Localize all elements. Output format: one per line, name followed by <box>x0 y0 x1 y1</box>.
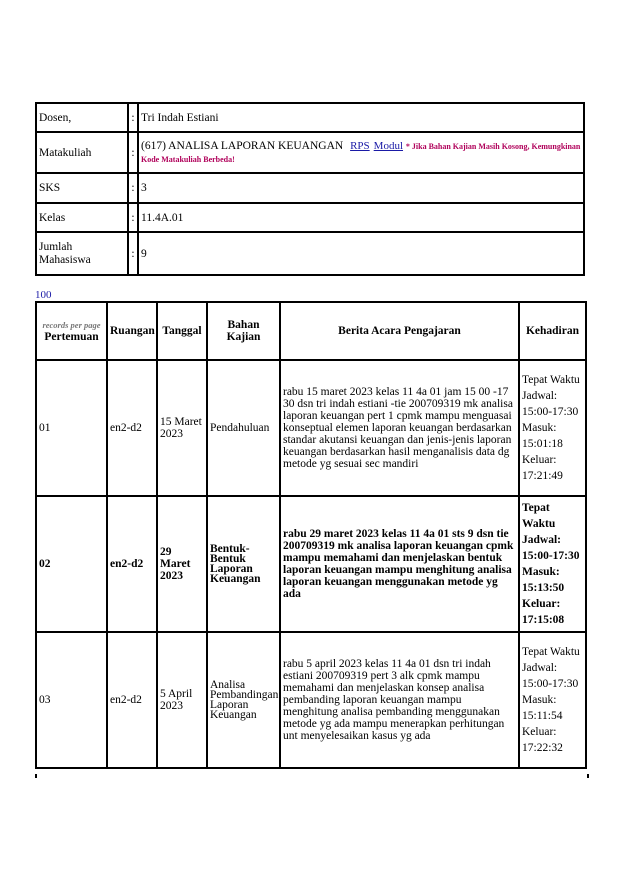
header-pertemuan: records per page Pertemuan <box>36 302 107 360</box>
status-text: Tepat Waktu <box>522 502 556 530</box>
dosen-separator: : <box>128 103 138 132</box>
tanggal-cell: 5 April 2023 <box>157 632 207 768</box>
matakuliah-value: (617) ANALISA LAPORAN KEUANGAN <box>141 139 344 152</box>
ruangan-cell: en2-d2 <box>107 632 157 768</box>
table-row <box>36 360 586 496</box>
status-text: Tepat Waktu <box>522 646 580 658</box>
jumlah-label: Jumlah Mahasiswa <box>36 232 128 275</box>
berita-acara-cell: rabu 15 maret 2023 kelas 11 4a 01 jam 15 00 -17 30 dsn tri indah estiani -tie 200709319 mk analisa laporan keuangan pert 1 cpmk mampu menguasai konseptual elemen laporan keuangan berdasarkan standar akutansi keuangan dan jenis-jenis laporan keuangan berdasarkan hasil menganalisis data dg metode yg sesuai sec mandiri <box>280 360 519 496</box>
course-info-table <box>35 102 585 276</box>
status-text: Tepat Waktu <box>522 374 580 386</box>
masuk-text: Masuk: 15:13:50 <box>522 566 565 594</box>
jadwal-text: Jadwal: 15:00-17:30 <box>522 534 580 562</box>
berita-acara-cell: rabu 5 april 2023 kelas 11 4a 01 dsn tri indah estiani 200709319 pert 3 alk cpmk mampu memahami dan menjelaskan konsep analisa pembanding laporan keuangan mampu menghitung analisa pembanding menggunakan metode yg ada mampu menerapkan perhitungan unt menyelesaikan kasus yg ada <box>280 632 519 768</box>
header-bahan-kajian: Bahan Kajian <box>207 302 280 360</box>
kelas-value: 11.4A.01 <box>138 203 584 232</box>
matakuliah-label: Matakuliah <box>36 132 128 173</box>
header-ruangan: Ruangan <box>107 302 157 360</box>
header-kehadiran: Kehadiran <box>519 302 586 360</box>
kehadiran-cell <box>519 360 586 496</box>
kelas-separator: : <box>128 203 138 232</box>
ruangan-cell: en2-d2 <box>107 360 157 496</box>
berita-acara-cell: rabu 29 maret 2023 kelas 11 4a 01 sts 9 dsn tie 200709319 mk analisa laporan keuangan cpmk mampu memahami dan menjelaskan bentuk laporan keuangan mampu menghitung analisa laporan keuangan menggunakan metode yg ada <box>280 496 519 632</box>
records-select[interactable]: 100 <box>35 289 52 301</box>
sks-separator: : <box>128 173 138 203</box>
jadwal-text: Jadwal: 15:00-17:30 <box>522 390 579 418</box>
matakuliah-note: * Jika Bahan Kajian Masih Kosong, Kemungkinan Kode Matakuliah Berbeda! <box>141 141 581 164</box>
keluar-text: Keluar: 17:15:08 <box>522 598 565 626</box>
sks-label: SKS <box>36 173 128 203</box>
bahan-kajian-cell: Pendahuluan <box>207 360 280 496</box>
bahan-kajian-cell: Bentuk-Bentuk Laporan Keuangan <box>207 496 280 632</box>
table-row <box>36 496 586 632</box>
schedule-table <box>35 301 587 769</box>
records-per-page-label: records per page <box>42 319 101 330</box>
jumlah-value: 9 <box>138 232 584 275</box>
tanggal-cell: 29 Maret 2023 <box>157 496 207 632</box>
modul-link[interactable]: Modul <box>373 139 404 152</box>
ruangan-cell: en2-d2 <box>107 496 157 632</box>
pertemuan-cell: 01 <box>36 360 107 496</box>
matakuliah-value-cell <box>138 132 584 173</box>
dosen-label: Dosen, <box>36 103 128 132</box>
bahan-kajian-cell: Analisa Pembandingan Laporan Keuangan <box>207 632 280 768</box>
info-row-matakuliah <box>36 132 584 173</box>
info-row-kelas <box>36 203 584 232</box>
masuk-text: Masuk: 15:01:18 <box>522 422 563 450</box>
table-row <box>36 632 586 768</box>
info-row-jumlah <box>36 232 584 275</box>
jumlah-separator: : <box>128 232 138 275</box>
kehadiran-cell <box>519 632 586 768</box>
kehadiran-cell <box>519 496 586 632</box>
kelas-label: Kelas <box>36 203 128 232</box>
info-row-dosen <box>36 103 584 132</box>
keluar-text: Keluar: 17:21:49 <box>522 454 563 482</box>
dosen-value: Tri Indah Estiani <box>138 103 584 132</box>
masuk-text: Masuk: 15:11:54 <box>522 694 563 722</box>
info-row-sks <box>36 173 584 203</box>
tanggal-cell: 15 Maret 2023 <box>157 360 207 496</box>
header-tanggal: Tanggal <box>157 302 207 360</box>
header-berita-acara: Berita Acara Pengajaran <box>280 302 519 360</box>
pertemuan-cell: 02 <box>36 496 107 632</box>
rps-link[interactable]: RPS <box>350 139 370 152</box>
keluar-text: Keluar: 17:22:32 <box>522 726 563 754</box>
schedule-header-row <box>36 302 586 360</box>
pertemuan-cell: 03 <box>36 632 107 768</box>
matakuliah-separator: : <box>128 132 138 173</box>
sks-value: 3 <box>138 173 584 203</box>
jadwal-text: Jadwal: 15:00-17:30 <box>522 662 579 690</box>
table-continuation <box>35 774 589 778</box>
